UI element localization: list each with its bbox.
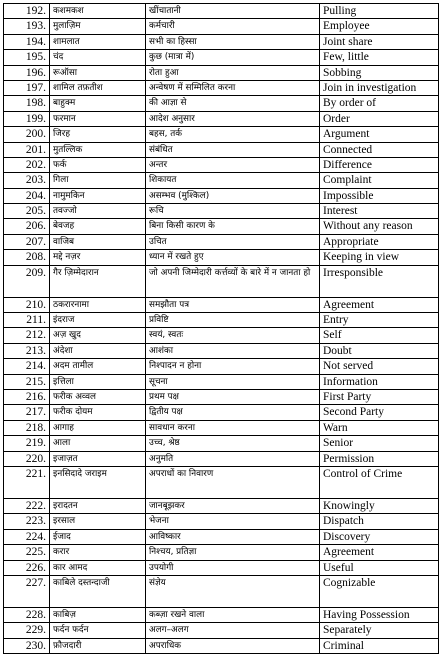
urdu-term: ईजाद [50,529,146,544]
english-meaning: Joint share [320,34,439,49]
english-meaning: Information [320,374,439,389]
row-number: 203. [4,173,50,188]
row-number: 227. [4,575,50,607]
hindi-meaning: खींचातानी [146,4,320,19]
urdu-term: फरीक अव्वल [50,389,146,404]
hindi-meaning: आविष्कार [146,529,320,544]
row-number: 221. [4,466,50,498]
row-number: 214. [4,359,50,374]
hindi-meaning: निश्चय, प्रतिज्ञा [146,545,320,560]
urdu-term: कशमकश [50,4,146,19]
hindi-meaning: जानबूझकर [146,498,320,513]
row-number: 192. [4,4,50,19]
urdu-term: बाहुक्म [50,96,146,111]
row-number: 201. [4,142,50,157]
urdu-term: बेवजह [50,219,146,234]
english-meaning: Self [320,328,439,343]
table-row [4,250,439,265]
hindi-meaning: सभी का हिस्सा [146,34,320,49]
urdu-term: इरसाल [50,514,146,529]
row-number: 223. [4,514,50,529]
english-meaning: Knowingly [320,498,439,513]
english-meaning: Dispatch [320,514,439,529]
table-row [4,96,439,111]
row-number: 220. [4,451,50,466]
hindi-meaning: अपराधिक [146,638,320,653]
row-number: 198. [4,96,50,111]
urdu-term: काबिज़ [50,607,146,622]
table-row [4,545,439,560]
english-meaning: Agreement [320,545,439,560]
table-row [4,328,439,343]
table-row [4,297,439,312]
row-number: 197. [4,80,50,95]
english-meaning: Separately [320,623,439,638]
hindi-meaning: सावधान करना [146,420,320,435]
english-meaning: Useful [320,560,439,575]
hindi-meaning: सूचना [146,374,320,389]
table-row [4,607,439,622]
urdu-term: वाजिब [50,234,146,249]
urdu-term: फर्क [50,157,146,172]
table-row [4,19,439,34]
urdu-term: रूऑसा [50,65,146,80]
row-number: 213. [4,343,50,358]
urdu-term: अज़ खुद [50,328,146,343]
hindi-meaning: अपराधों का निवारण [146,466,320,498]
row-number: 193. [4,19,50,34]
row-number: 195. [4,50,50,65]
hindi-meaning: भेजना [146,514,320,529]
english-meaning: Difference [320,157,439,172]
table-row [4,265,439,297]
row-number: 218. [4,420,50,435]
urdu-term: इजाज़त [50,451,146,466]
table-row [4,529,439,544]
table-row [4,204,439,219]
row-number: 200. [4,127,50,142]
table-row [4,50,439,65]
urdu-term: फ़ौजदारी [50,638,146,653]
hindi-meaning: कुछ (मात्रा में) [146,50,320,65]
urdu-term: फरीक दोयम [50,405,146,420]
urdu-term: शामलात [50,34,146,49]
urdu-term: कार आमद [50,560,146,575]
row-number: 208. [4,250,50,265]
table-row [4,466,439,498]
urdu-term: चंद [50,50,146,65]
urdu-term: मद्दे नज़र [50,250,146,265]
urdu-term: इनसिदादे जराइम [50,466,146,498]
english-meaning: Irresponsible [320,265,439,297]
glossary-body [4,4,439,654]
table-row [4,436,439,451]
hindi-meaning: आदेश अनुसार [146,111,320,126]
table-row [4,343,439,358]
row-number: 215. [4,374,50,389]
urdu-term: काबिले दस्तन्दाजी [50,575,146,607]
table-row [4,65,439,80]
english-meaning: Appropriate [320,234,439,249]
table-row [4,313,439,328]
row-number: 224. [4,529,50,544]
hindi-meaning: संज्ञेय [146,575,320,607]
english-meaning: Agreement [320,297,439,312]
english-meaning: Complaint [320,173,439,188]
table-row [4,142,439,157]
table-row [4,389,439,404]
english-meaning: Order [320,111,439,126]
row-number: 225. [4,545,50,560]
hindi-meaning: संबंधित [146,142,320,157]
table-row [4,514,439,529]
english-meaning: Criminal [320,638,439,653]
hindi-meaning: उच्च, श्रेष्ठ [146,436,320,451]
urdu-term: मुलाज़िम [50,19,146,34]
english-meaning: Join in investigation [320,80,439,95]
hindi-meaning: कर्मचारी [146,19,320,34]
row-number: 222. [4,498,50,513]
row-number: 199. [4,111,50,126]
urdu-term: इंदराज [50,313,146,328]
english-meaning: Sobbing [320,65,439,80]
hindi-meaning: प्रथम पक्ष [146,389,320,404]
english-meaning: Keeping in view [320,250,439,265]
table-row [4,420,439,435]
hindi-meaning: जो अपनी जिम्मेदारी कर्त्तव्यों के बारे में न जानता हो [146,265,320,297]
english-meaning: By order of [320,96,439,111]
row-number: 216. [4,389,50,404]
english-meaning: Doubt [320,343,439,358]
table-row [4,234,439,249]
table-row [4,173,439,188]
urdu-term: इरादतन [50,498,146,513]
hindi-meaning: बिना किसी कारण के [146,219,320,234]
urdu-term: फरमान [50,111,146,126]
row-number: 211. [4,313,50,328]
row-number: 196. [4,65,50,80]
table-row [4,623,439,638]
glossary-table [3,3,439,654]
row-number: 209. [4,265,50,297]
english-meaning: Having Possession [320,607,439,622]
english-meaning: Control of Crime [320,466,439,498]
table-row [4,157,439,172]
hindi-meaning: स्वयं, स्वतः [146,328,320,343]
row-number: 206. [4,219,50,234]
table-row [4,498,439,513]
urdu-term: इत्तिला [50,374,146,389]
english-meaning: Few, little [320,50,439,65]
table-row [4,127,439,142]
english-meaning: Connected [320,142,439,157]
english-meaning: Discovery [320,529,439,544]
hindi-meaning: रोता हुआ [146,65,320,80]
table-row [4,188,439,203]
hindi-meaning: उचित [146,234,320,249]
urdu-term: अंदेशा [50,343,146,358]
table-row [4,80,439,95]
table-row [4,111,439,126]
hindi-meaning: आशंका [146,343,320,358]
table-row [4,638,439,653]
row-number: 229. [4,623,50,638]
english-meaning: Warn [320,420,439,435]
urdu-term: गिला [50,173,146,188]
row-number: 210. [4,297,50,312]
row-number: 219. [4,436,50,451]
row-number: 228. [4,607,50,622]
row-number: 230. [4,638,50,653]
hindi-meaning: रूचि [146,204,320,219]
urdu-term: जिरह [50,127,146,142]
table-row [4,560,439,575]
english-meaning: Pulling [320,4,439,19]
english-meaning: Without any reason [320,219,439,234]
english-meaning: Senior [320,436,439,451]
hindi-meaning: प्रविष्टि [146,313,320,328]
urdu-term: फर्दन फर्दन [50,623,146,638]
urdu-term: तवज्जो [50,204,146,219]
english-meaning: Employee [320,19,439,34]
hindi-meaning: अलग–अलग [146,623,320,638]
table-row [4,4,439,19]
row-number: 212. [4,328,50,343]
hindi-meaning: समझौता पत्र [146,297,320,312]
table-row [4,451,439,466]
urdu-term: शामिल तफ़तीश [50,80,146,95]
urdu-term: गैर ज़िम्मेदारान [50,265,146,297]
table-row [4,575,439,607]
urdu-term: मुतल्लिक [50,142,146,157]
hindi-meaning: बहस, तर्क [146,127,320,142]
row-number: 205. [4,204,50,219]
hindi-meaning: असम्भव (मुश्किल) [146,188,320,203]
row-number: 226. [4,560,50,575]
urdu-term: नामुमकिन [50,188,146,203]
row-number: 217. [4,405,50,420]
urdu-term: अदम तामील [50,359,146,374]
hindi-meaning: अनुमति [146,451,320,466]
english-meaning: Permission [320,451,439,466]
table-row [4,374,439,389]
table-row [4,359,439,374]
english-meaning: Entry [320,313,439,328]
english-meaning: Cognizable [320,575,439,607]
row-number: 202. [4,157,50,172]
hindi-meaning: निश्पादन न होना [146,359,320,374]
english-meaning: Second Party [320,405,439,420]
table-row [4,405,439,420]
hindi-meaning: उपयोगी [146,560,320,575]
english-meaning: Interest [320,204,439,219]
urdu-term: करार [50,545,146,560]
hindi-meaning: शिकायत [146,173,320,188]
hindi-meaning: द्वितीय पक्ष [146,405,320,420]
hindi-meaning: ध्यान में रखते हुए [146,250,320,265]
row-number: 204. [4,188,50,203]
table-row [4,34,439,49]
hindi-meaning: अन्तर [146,157,320,172]
hindi-meaning: कब्ज़ा रखने वाला [146,607,320,622]
hindi-meaning: की आज्ञा से [146,96,320,111]
english-meaning: Not served [320,359,439,374]
english-meaning: First Party [320,389,439,404]
english-meaning: Argument [320,127,439,142]
urdu-term: आगाह [50,420,146,435]
urdu-term: आला [50,436,146,451]
row-number: 207. [4,234,50,249]
hindi-meaning: अन्वेषण में सम्मिलित करना [146,80,320,95]
english-meaning: Impossible [320,188,439,203]
row-number: 194. [4,34,50,49]
table-row [4,219,439,234]
urdu-term: ठकरारनामा [50,297,146,312]
